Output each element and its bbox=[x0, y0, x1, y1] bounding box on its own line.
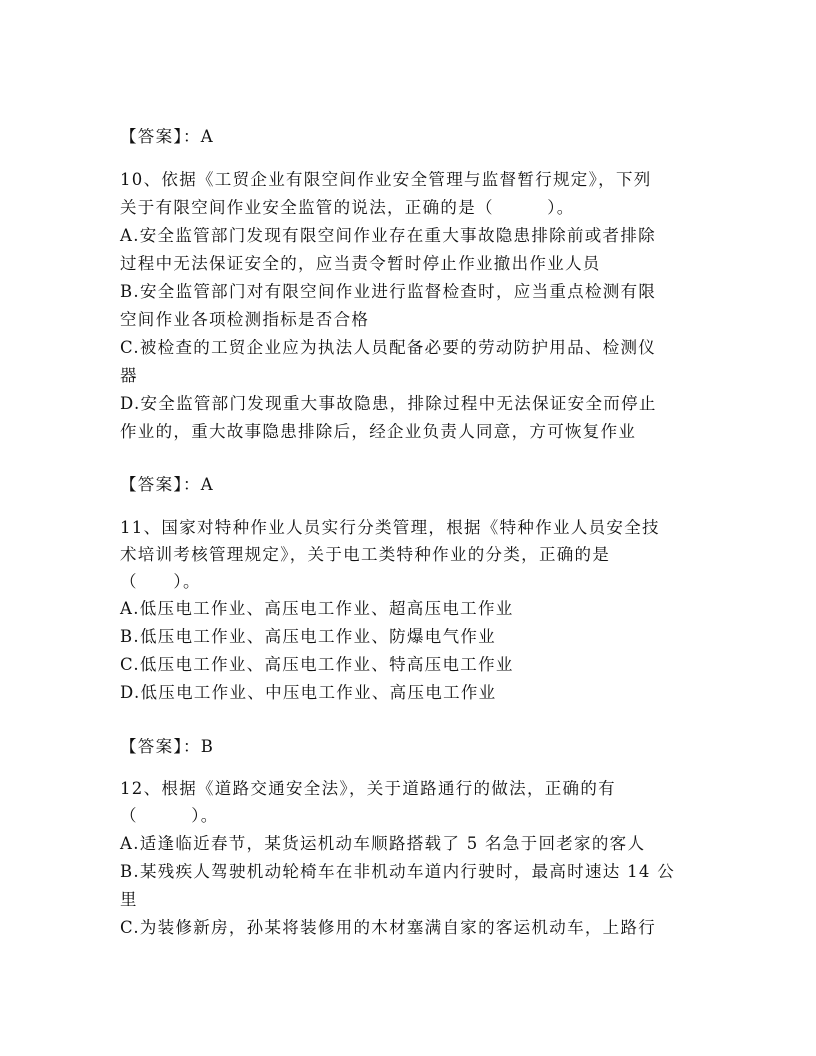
option-c-line-1: C.被检查的工贸企业应为执法人员配备必要的劳动防护用品、检测仪 bbox=[120, 338, 657, 357]
question-10-line-2: 关于有限空间作业安全监管的说法，正确的是（ ）。 bbox=[120, 198, 575, 217]
option-b-line-1: B.低压电工作业、高压电工作业、防爆电气作业 bbox=[120, 627, 496, 646]
option-b-line-1: B.安全监管部门对有限空间作业进行监督检查时，应当重点检测有限 bbox=[120, 282, 657, 301]
option-a-line-1: A.安全监管部门发现有限空间作业存在重大事故隐患排除前或者排除 bbox=[120, 226, 656, 245]
option-b-line-2: 里 bbox=[120, 890, 138, 909]
question-12-line-2: （ ）。 bbox=[120, 806, 219, 825]
option-a-line-2: 过程中无法保证安全的，应当责令暂时停止作业撤出作业人员 bbox=[120, 254, 601, 273]
question-11-line-1: 11、国家对特种作业人员实行分类管理，根据《特种作业人员安全技 bbox=[120, 518, 660, 537]
question-10-line-1: 10、依据《工贸企业有限空间作业安全管理与监督暂行规定》，下列 bbox=[120, 170, 652, 189]
option-c-line-2: 器 bbox=[120, 366, 138, 385]
option-c-line-1: C.低压电工作业、高压电工作业、特高压电工作业 bbox=[120, 655, 514, 674]
option-b-line-2: 空间作业各项检测指标是否合格 bbox=[120, 310, 370, 329]
option-a-line-1: A.低压电工作业、高压电工作业、超高压电工作业 bbox=[120, 599, 514, 618]
answer-line: 【答案】：A bbox=[120, 127, 214, 146]
option-b-line-1: B.某残疾人驾驶机动轮椅车在非机动车道内行驶时，最高时速达 14 公 bbox=[120, 862, 676, 881]
option-a-line-1: A.适逢临近春节，某货运机动车顺路搭载了 5 名急于回老家的客人 bbox=[120, 834, 646, 853]
option-d-line-2: 作业的，重大故事隐患排除后，经企业负责人同意，方可恢复作业 bbox=[120, 422, 637, 441]
question-11-line-2: 术培训考核管理规定》，关于电工类特种作业的分类，正确的是 bbox=[120, 545, 611, 564]
answer-line: 【答案】：B bbox=[120, 737, 215, 756]
option-c-line-1: C.为装修新房，孙某将装修用的木材塞满自家的客运机动车，上路行 bbox=[120, 918, 657, 937]
option-d-line-1: D.安全监管部门发现重大事故隐患，排除过程中无法保证安全而停止 bbox=[120, 394, 657, 413]
option-d-line-1: D.低压电工作业、中压电工作业、高压电工作业 bbox=[120, 683, 497, 702]
question-11-line-3: （ ）。 bbox=[120, 572, 201, 591]
answer-line: 【答案】：A bbox=[120, 475, 214, 494]
question-12-line-1: 12、根据《道路交通安全法》，关于道路通行的做法，正确的有 bbox=[120, 779, 616, 798]
